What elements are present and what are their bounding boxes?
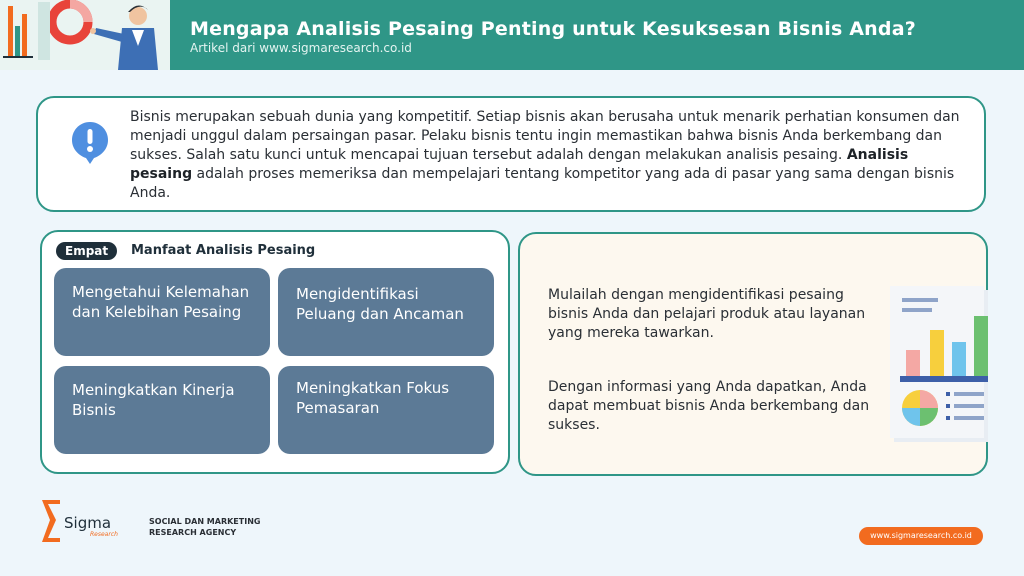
svg-text:Research: Research (90, 531, 118, 538)
intro-highlight: Analisis pesaing (130, 147, 909, 182)
sigma-logo (38, 498, 138, 548)
benefit-tile-2: Mengidentifikasi Peluang dan Ancaman (278, 268, 494, 356)
page-title: Mengapa Analisis Pesaing Penting untuk Kesuksesan Bisnis Anda? (190, 18, 916, 40)
article-source: Artikel dari www.sigmaresearch.co.id (190, 41, 412, 55)
header-banner (0, 0, 1024, 70)
benefits-title: Manfaat Analisis Pesaing (131, 243, 316, 258)
benefits-count-badge: Empat (56, 242, 117, 260)
alert-icon (70, 120, 110, 166)
benefit-tile-4: Meningkatkan Fokus Pemasaran (278, 366, 494, 454)
dashboard-illustration (890, 286, 988, 446)
intro-paragraph: Bisnis merupakan sebuah dunia yang kompetitif. Setiap bisnis akan berusaha untuk menarik perhatian konsumen dan menjadi unggul dalam persaingan pasar. Pelaku bisnis tentu ingin memastikan bahwa bisnis Anda berkembang dan sukses. Salah satu kunci untuk mencapai tujuan tersebut adalah dengan melakukan analisis pesaing. Analisis pesaing adalah proses memeriksa dan mempelajari tentang kompetitor yang ada di pasar yang sama dengan bisnis Anda. (130, 109, 960, 201)
benefit-tile-3: Meningkatkan Kinerja Bisnis (54, 366, 270, 454)
benefit-tile-1: Mengetahui Kelemahan dan Kelebihan Pesaing (54, 268, 270, 356)
website-link[interactable]: www.sigmaresearch.co.id (859, 527, 983, 545)
advice-paragraph-1: Mulailah dengan mengidentifikasi pesaing bisnis Anda dan pelajari produk atau layanan yang mereka tawarkan. (548, 287, 866, 341)
advice-paragraph-2: Dengan informasi yang Anda dapatkan, Anda dapat membuat bisnis Anda berkembang dan sukses. (548, 379, 870, 433)
svg-text:Sigma: Sigma (64, 514, 112, 532)
agency-tagline: SOCIAL DAN MARKETING RESEARCH AGENCY (149, 517, 261, 537)
presenter-illustration (0, 0, 170, 70)
